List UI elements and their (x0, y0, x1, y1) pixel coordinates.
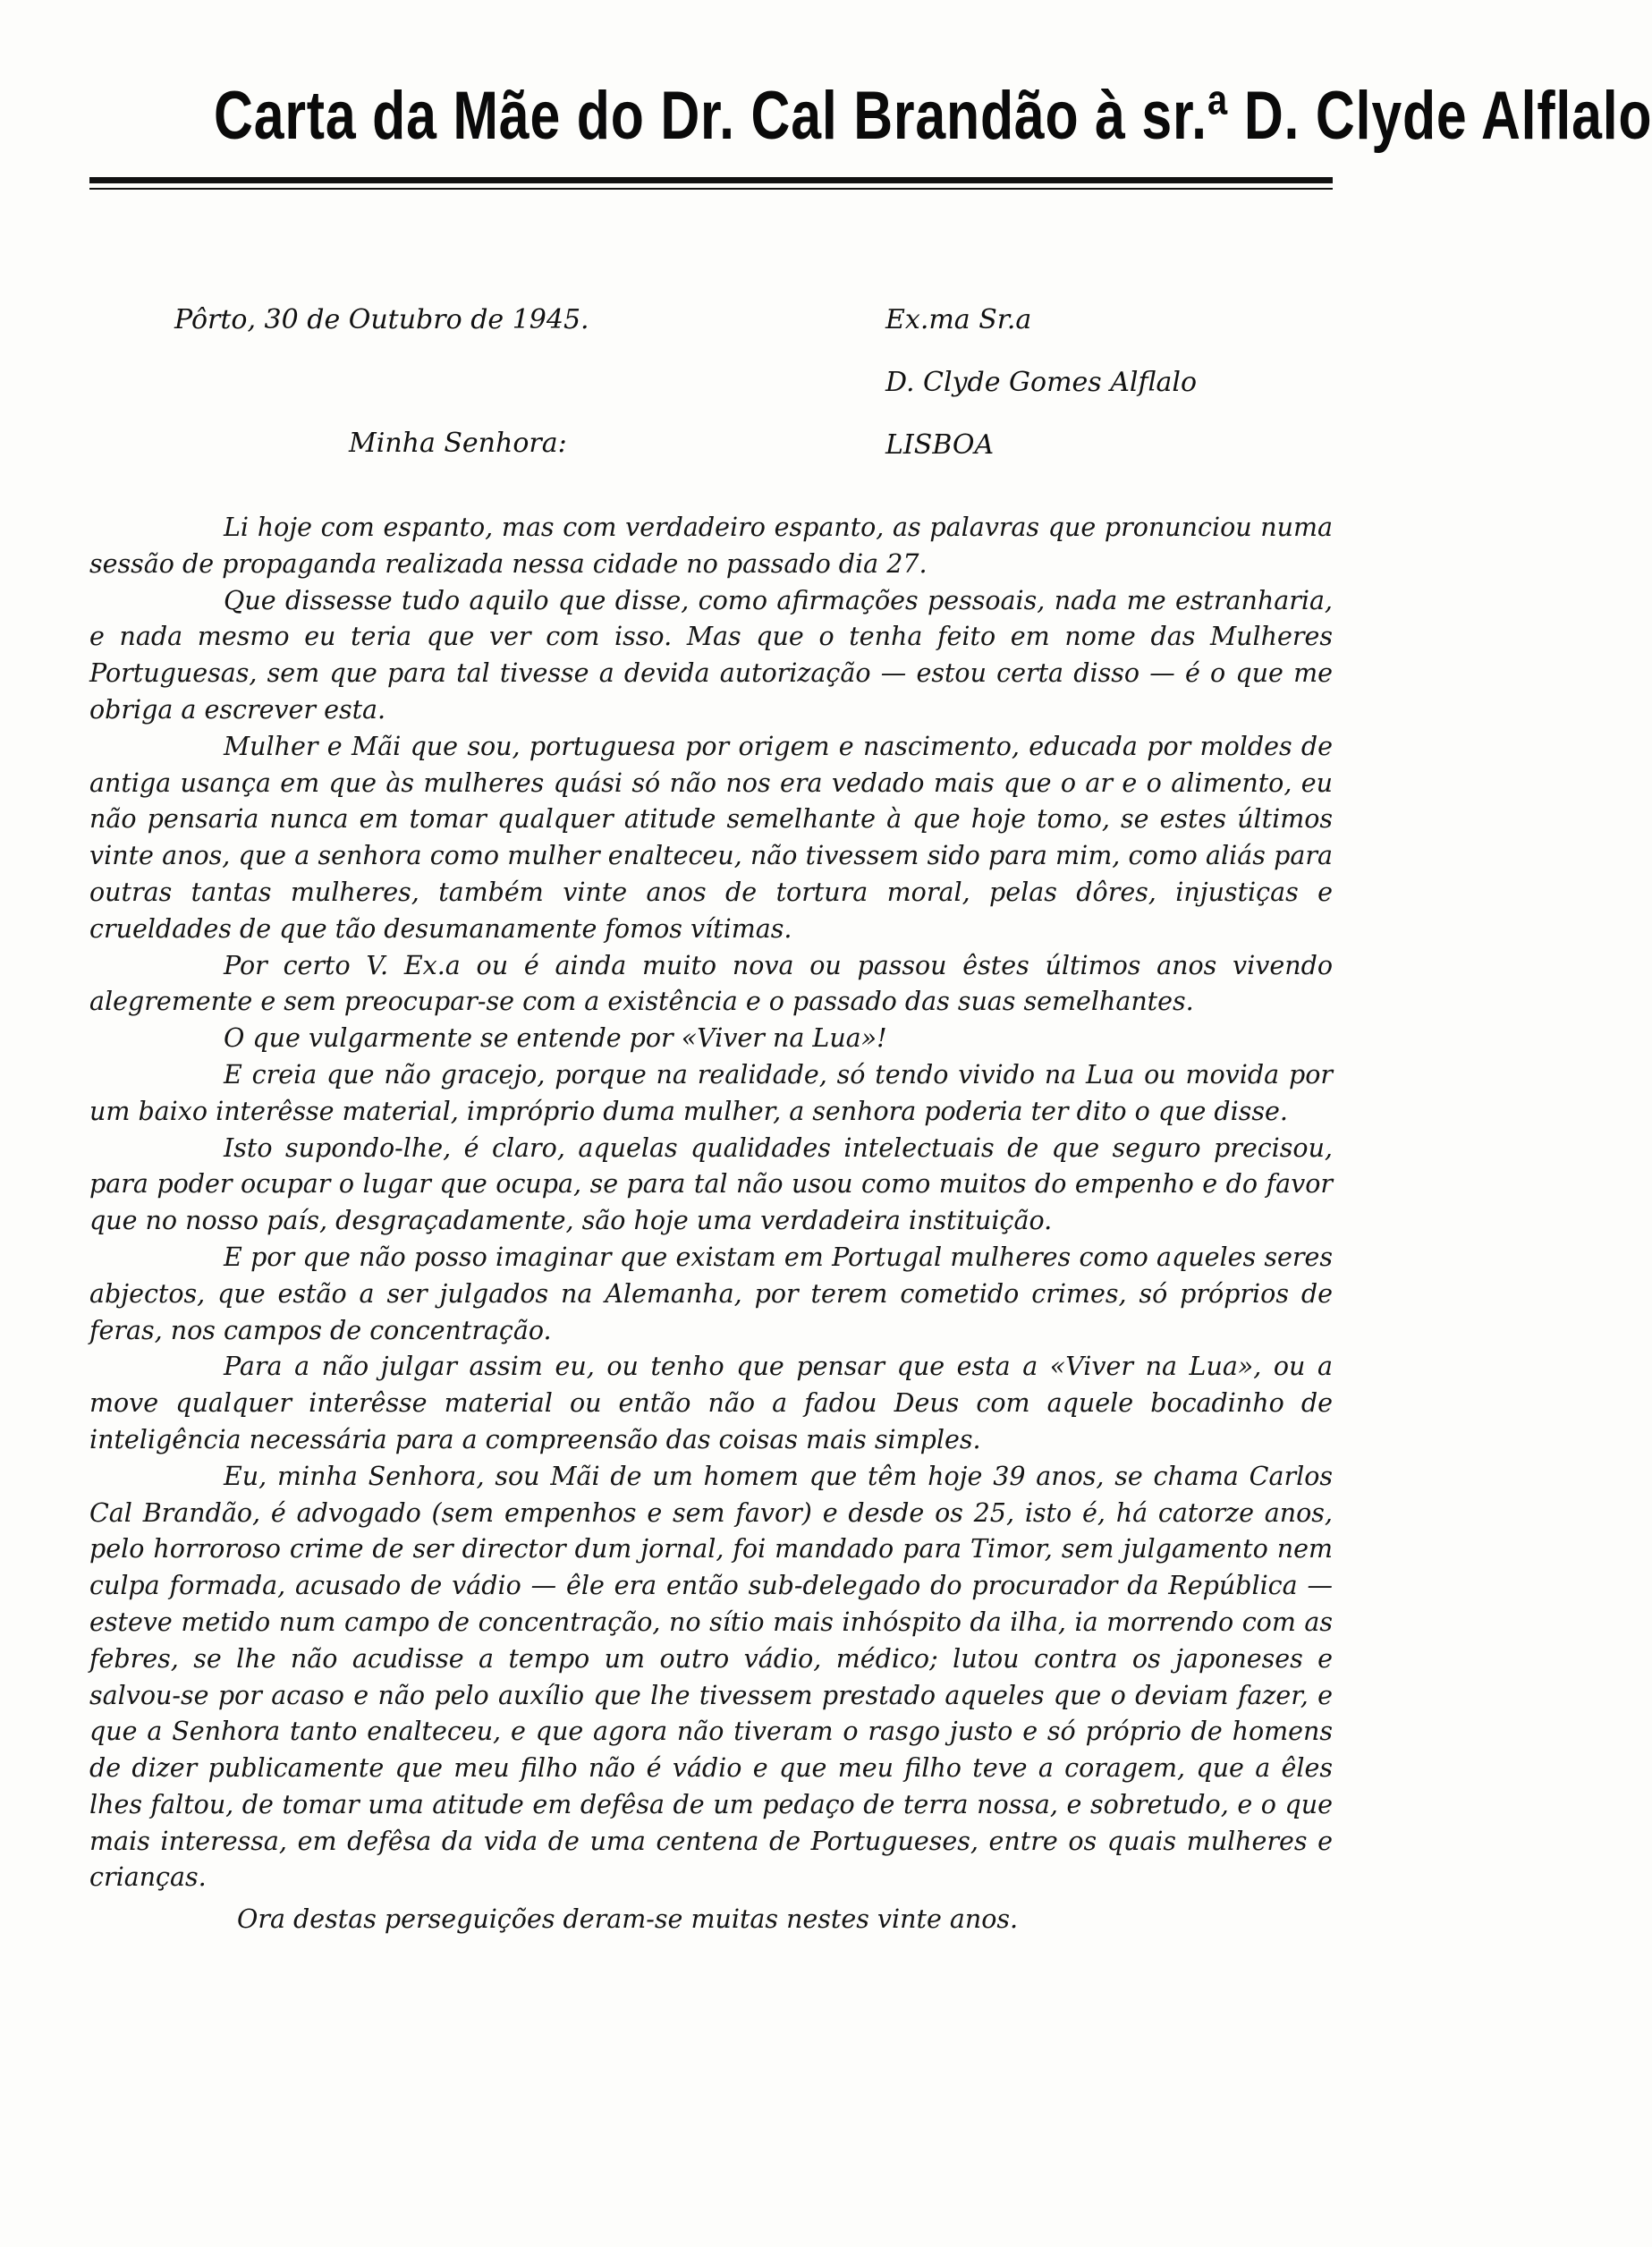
paragraph: Eu, minha Senhora, sou Mãi de um homem que têm hoje 39 anos, se chama Carlos Cal Brandão, é advogado (sem empenhos e sem favor) e desde os 25, isto é, há catorze anos, pelo horroroso crime de ser director dum jornal, foi mandado para Timor, sem julgamento nem culpa formada, acusado de vádio — êle era então sub-delegado do procurador da República — esteve metido num campo de concentração, no sítio mais inhóspito da ilha, ia morrendo com as febres, se lhe não acudisse a tempo um outro vádio, médico; lutou contra os japoneses e salvou-se por acaso e não pelo auxílio que lhe tivessem prestado aqueles que o deviam fazer, e que a Senhora tanto enalteceu, e que agora não tiveram o rasgo justo e só próprio de homens de dizer publicamente que meu filho não é vádio e que meu filho teve a coragem, que a êles lhes faltou, de tomar uma atitude em defêsa de um pedaço de terra nossa, e sobretudo, e o que mais interessa, em defêsa da vida de uma centena de Portugueses, entre os quais mulheres e crianças. (89, 1461, 1333, 1893)
salutation: Minha Senhora: (349, 428, 567, 459)
title-rule-thin (89, 188, 1333, 190)
paragraph: Isto supondo-lhe, é claro, aquelas qualidades intelectuais de que seguro precisou, para poder ocupar o lugar que ocupa, se para tal não usou como muitos do empenho e do favor que no nosso país, desgraçadamente, são hoje uma verdadeira instituição. (89, 1132, 1333, 1236)
paragraph: O que vulgarmente se entende por «Viver na Lua»! (224, 1023, 887, 1054)
page-title: Carta da Mãe do Dr. Cal Brandão à sr.ª D. Clyde Alflalo (214, 78, 1652, 154)
paragraph: Mulher e Mãi que sou, portuguesa por origem e nascimento, educada por moldes de antiga usança em que às mulheres quási só não nos era vedado mais que o ar e o alimento, eu não pensaria nunca em tomar qualquer atitude semelhante à que hoje tomo, se estes últimos vinte anos, que a senhora como mulher enalteceu, não tivessem sido para mim, como aliás para outras tantas mulheres, também vinte anos de tortura moral, pelas dôres, injustiças e crueldades de que tão desumanamente fomos vítimas. (89, 731, 1333, 944)
paragraph: Ora destas perseguições deram-se muitas nestes vinte anos. (237, 1904, 1019, 1935)
addressee-name: D. Clyde Gomes Alflalo (885, 367, 1198, 398)
paragraph: Para a não julgar assim eu, ou tenho que pensar que esta a «Viver na Lua», ou a move qualquer interêsse material ou então não a fadou Deus com aquele bocadinho de inteligência necessária para a compreensão das coisas mais simples. (89, 1352, 1333, 1454)
paragraph: E creia que não gracejo, porque na realidade, só tendo vivido na Lua ou movida por um baixo interêsse material, impróprio duma mulher, a senhora poderia ter dito o que disse. (89, 1059, 1333, 1126)
paragraph: E por que não posso imaginar que existam em Portugal mulheres como aqueles seres abjectos, que estão a ser julgados na Alemanha, por terem cometido crimes, só próprios de feras, nos campos de concentração. (89, 1242, 1333, 1345)
letter-body (89, 510, 1333, 1938)
addressee-city: LISBOA (885, 429, 995, 461)
paragraph: Que dissesse tudo aquilo que disse, como afirmações pessoais, nada me estranharia, e nada mesmo eu teria que ver com isso. Mas que o tenha feito em nome das Mulheres Portuguesas, sem que para tal tivesse a devida autorização — estou certa disso — é o que me obriga a escrever esta. (89, 585, 1333, 725)
addressee-honorific: Ex.ma Sr.a (885, 304, 1032, 335)
title-rule-thick (89, 177, 1333, 183)
paragraph: Por certo V. Ex.a ou é ainda muito nova ou passou êstes últimos anos vivendo alegremente e sem preocupar-se com a existência e o passado das suas semelhantes. (89, 950, 1333, 1017)
paragraph: Li hoje com espanto, mas com verdadeiro espanto, as palavras que pronunciou numa sessão de propaganda realizada nessa cidade no passado dia 27. (89, 513, 1333, 579)
place-date: Pôrto, 30 de Outubro de 1945. (174, 304, 589, 335)
